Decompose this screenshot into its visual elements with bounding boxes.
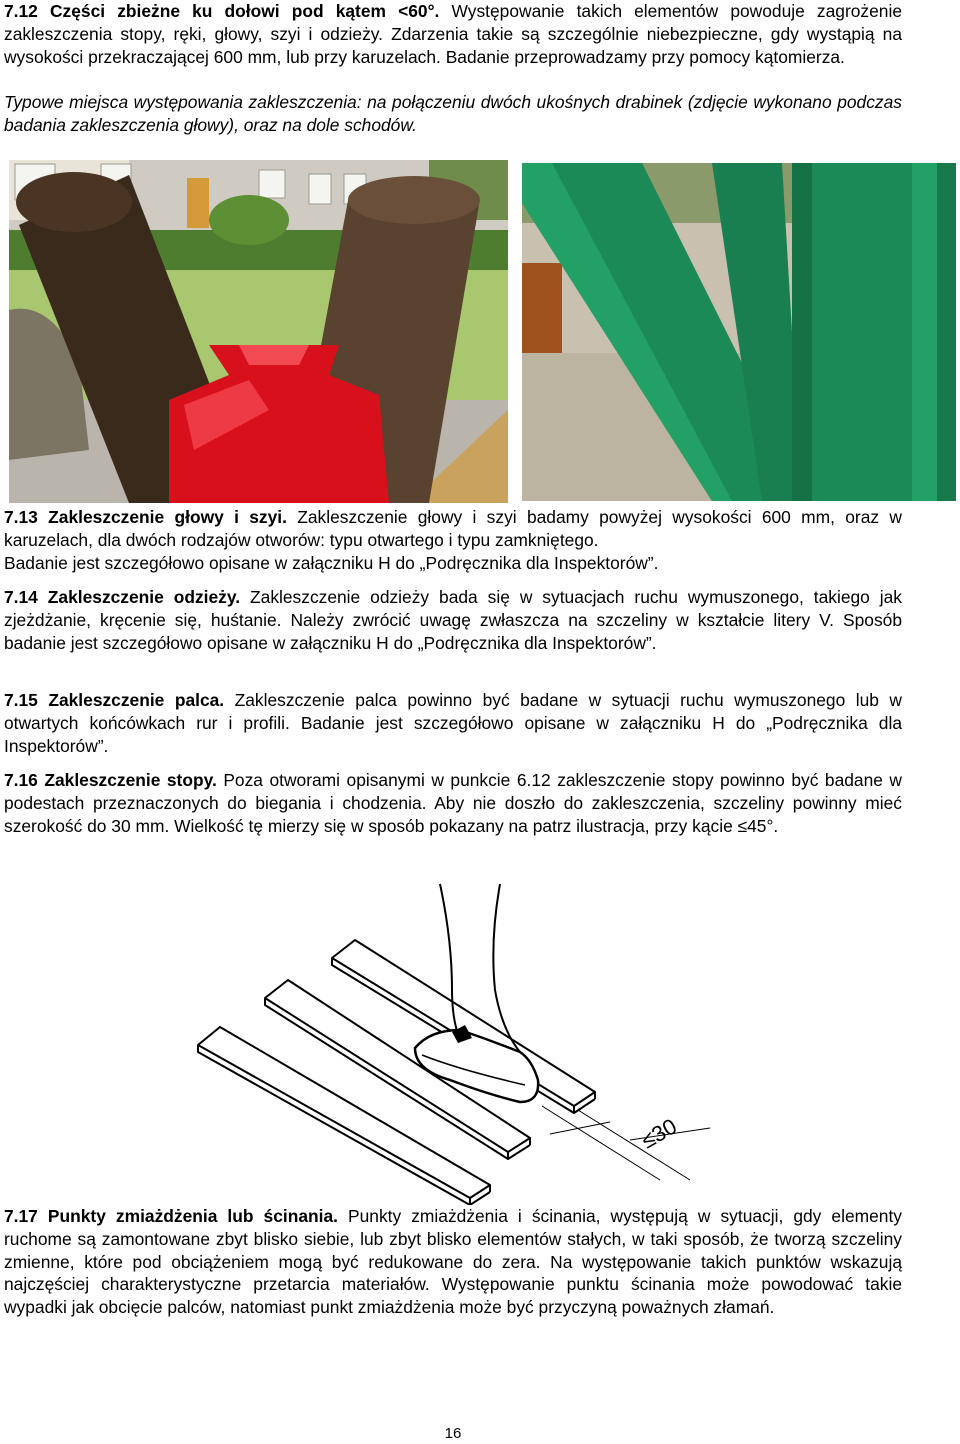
section-number: 7.14 bbox=[4, 587, 38, 607]
section-number: 7.16 bbox=[4, 770, 38, 790]
section-7-12-italic-note: Typowe miejsca występowania zakleszczenia: na połączeniu dwóch ukośnych drabinek (zdjęcie wykonano podczas badania zakleszczenia głowy), oraz na dole schodów. bbox=[4, 92, 902, 135]
section-body: Poza otworami opisanymi w punkcie 6.12 zakleszczenie stopy powinno być badane w podestach przeznaczonych do biegania i chodzenia. Aby nie doszło do zakleszczenia, szczeliny powinny mieć szerokość do 30 mm. Wielkość tę mierzy się w sposób pokazany na patrz ilustracja, przy kącie ≤45°. bbox=[4, 770, 902, 836]
section-7-13-reference: Badanie jest szczegółowo opisane w załączniku H do „Podręcznika dla Inspektorów”. bbox=[4, 553, 659, 573]
section-7-16 bbox=[4, 769, 902, 837]
section-title: Zakleszczenie palca. bbox=[48, 690, 225, 710]
section-title: Zakleszczenie stopy. bbox=[44, 770, 217, 790]
section-7-15 bbox=[4, 689, 902, 757]
section-title: Zakleszczenie odzieży. bbox=[47, 587, 241, 607]
section-number: 7.15 bbox=[4, 690, 38, 710]
section-title: Zakleszczenie głowy i szyi. bbox=[48, 507, 287, 527]
section-number: 7.17 bbox=[4, 1206, 38, 1226]
section-7-13 bbox=[4, 506, 902, 552]
section-title: Części zbieżne ku dołowi pod kątem <60°. bbox=[49, 1, 440, 21]
illustration-foot-slat-gap bbox=[190, 880, 720, 1205]
section-body: Punkty zmiażdżenia i ścinania, występują w sytuacji, gdy elementy ruchome są zamontowane zbyt blisko siebie, lub zbyt blisko elementów stałych, w taki sposób, że tworzą szczeliny zmienne, które pod obciążeniem mogą być redukowane do zera. Na występowanie takich punktów wskazują najczęściej charakterystyczne przetarcia materiałów. Występowanie punktu ścinania może powodować takie wypadki jak obcięcie palców, natomiast punkt zmiażdżenia może być przyczyną poważnych złamań. bbox=[4, 1206, 902, 1318]
section-body: Zakleszczenie odzieży bada się w sytuacjach ruchu wymuszonego, takiego jak zjeżdżanie, kręcenie się, huśtanie. Należy zwrócić uwagę zwłaszcza na szczeliny w kształcie litery V. Sposób badanie jest szczegółowo opisane w załączniku H do „Podręcznika dla Inspektorów”. bbox=[4, 587, 902, 653]
section-body: Zakleszczenie palca powinno być badane w sytuacji ruchu wymuszonego lub w otwartych końcówkach rur i profili. Badanie jest szczegółowo opisane w załączniku H do „Podręcznika dla Inspektorów”. bbox=[4, 690, 902, 756]
section-body: Występowanie takich elementów powoduje zagrożenie zakleszczenia stopy, ręki, głowy, szyi i odzieży. Zdarzenia takie są szczególnie niebezpieczne, gdy wystąpią na wysokości przekraczającej 600 mm, lub przy karuzelach. Badanie przeprowadzamy przy pomocy kątomierza. bbox=[4, 1, 902, 67]
dimension-label: ≤30 bbox=[636, 1113, 681, 1154]
section-body: Zakleszczenie głowy i szyi badamy powyżej wysokości 600 mm, oraz w karuzelach, dla dwóch rodzajów otworów: typu otwartego i typu zamkniętego. bbox=[4, 507, 902, 550]
section-number: 7.12 bbox=[4, 1, 38, 21]
photo-green-ladder-junction bbox=[522, 163, 956, 501]
section-7-17 bbox=[4, 1205, 902, 1319]
section-7-14 bbox=[4, 586, 902, 654]
section-number: 7.13 bbox=[4, 507, 38, 527]
page-number: 16 bbox=[444, 1425, 462, 1442]
section-7-12 bbox=[4, 0, 902, 68]
section-title: Punkty zmiażdżenia lub ścinania. bbox=[47, 1206, 338, 1226]
photo-wooden-poles bbox=[9, 160, 508, 503]
